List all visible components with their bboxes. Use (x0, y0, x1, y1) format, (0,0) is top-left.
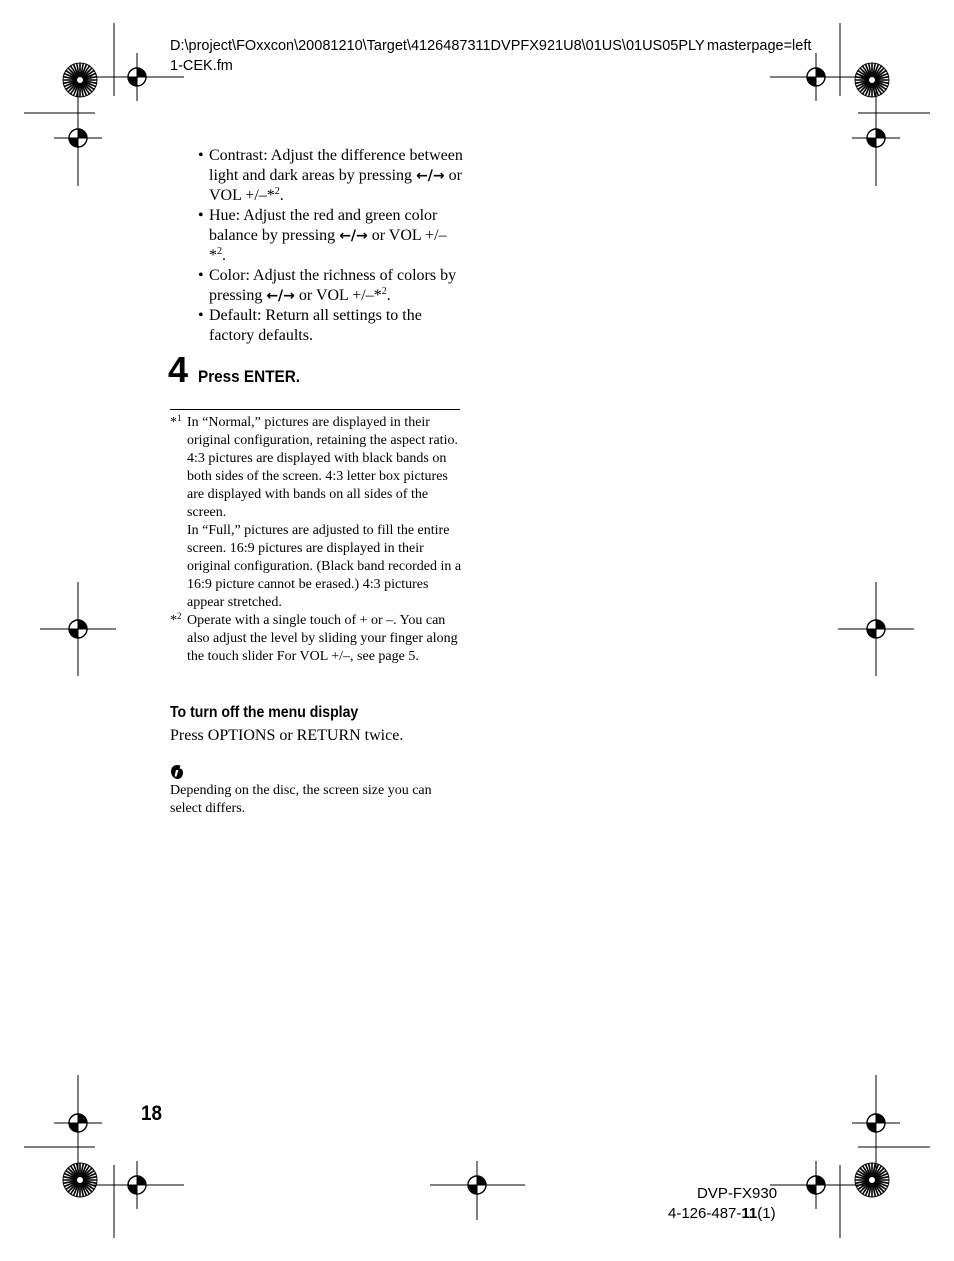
section-body: Press OPTIONS or RETURN twice. (170, 727, 404, 744)
part-number (668, 1204, 776, 1223)
model-number: DVP-FX930 (697, 1185, 778, 1202)
list-item (197, 266, 465, 306)
bullet-text: Contrast: Adjust the difference between light and dark areas by pressing (209, 147, 463, 184)
left-right-arrows-icon: ←/→ (266, 288, 295, 304)
list-item (197, 146, 465, 206)
footnote-2 (170, 612, 462, 666)
footnote-1-text: In “Normal,” pictures are displayed in their original configuration, retaining the aspect ratio. 4:3 pictures are displayed with black bands on both sides of the screen. 4:3 letter box pictures are displayed with bands on all sides of the screen. (187, 415, 458, 520)
footnote-ref: 2 (381, 286, 387, 297)
footnote-marker: *$^1$ (170, 413, 182, 430)
list-item (197, 206, 465, 266)
part-number-prefix: 4-126-487- (668, 1205, 742, 1222)
footnote-divider (170, 409, 460, 410)
bullet-text-cont: or VOL +/–* (294, 287, 382, 304)
page-number: 18 (141, 1102, 163, 1125)
part-number-suffix: (1) (757, 1205, 776, 1222)
part-number-bold: 11 (741, 1205, 758, 1222)
bullet-text-cont: or VOL +/–* (209, 167, 462, 204)
file-path-header-continued: 1-CEK.fm (170, 58, 233, 74)
picture-settings-list (197, 146, 465, 346)
step-number: 4 (168, 349, 189, 390)
section-heading: To turn off the menu display (170, 704, 359, 721)
left-right-arrows-icon: ←/→ (416, 168, 445, 184)
footnote-1 (170, 414, 462, 612)
file-path-header: D:\project\FOxxcon\20081210\Target\4126487311DVPFX921U8\01US\01US05PLY (170, 38, 705, 54)
footnote-1-text-2: In “Full,” pictures are adjusted to fill the entire screen. 16:9 pictures are displayed in their original configuration. (Black band recorded in a 16:9 picture cannot be erased.) 4:3 pictures appear stretched. (187, 523, 462, 610)
footnote-marker: *$^2$ (170, 611, 182, 628)
bullet-text-cont: or VOL +/– * (209, 227, 447, 264)
footnote-ref: 2 (274, 186, 280, 197)
list-item (197, 306, 465, 346)
bullet-end: . (279, 187, 284, 204)
step-instruction: Press ENTER. (198, 367, 301, 386)
bullet-end: . (386, 287, 391, 304)
tip-text: Depending on the disc, the screen size you can select differs. (170, 783, 432, 816)
bullet-text: Hue: Adjust the red and green color balance by pressing (209, 207, 438, 244)
bullet-text: Color: Adjust the richness of colors by pressing (209, 267, 457, 304)
bullet-text: Default: Return all settings to the factory defaults. (209, 307, 422, 344)
footnote-2-text: Operate with a single touch of + or –. You can also adjust the level by sliding your finger along the touch slider For VOL +/–, see page 5. (187, 613, 458, 664)
tip-icon (170, 764, 184, 780)
bullet-end: . (222, 247, 226, 264)
masterpage-label: masterpage=left (707, 38, 812, 54)
left-right-arrows-icon: ←/→ (339, 228, 368, 244)
footnote-ref: 2 (217, 246, 222, 257)
